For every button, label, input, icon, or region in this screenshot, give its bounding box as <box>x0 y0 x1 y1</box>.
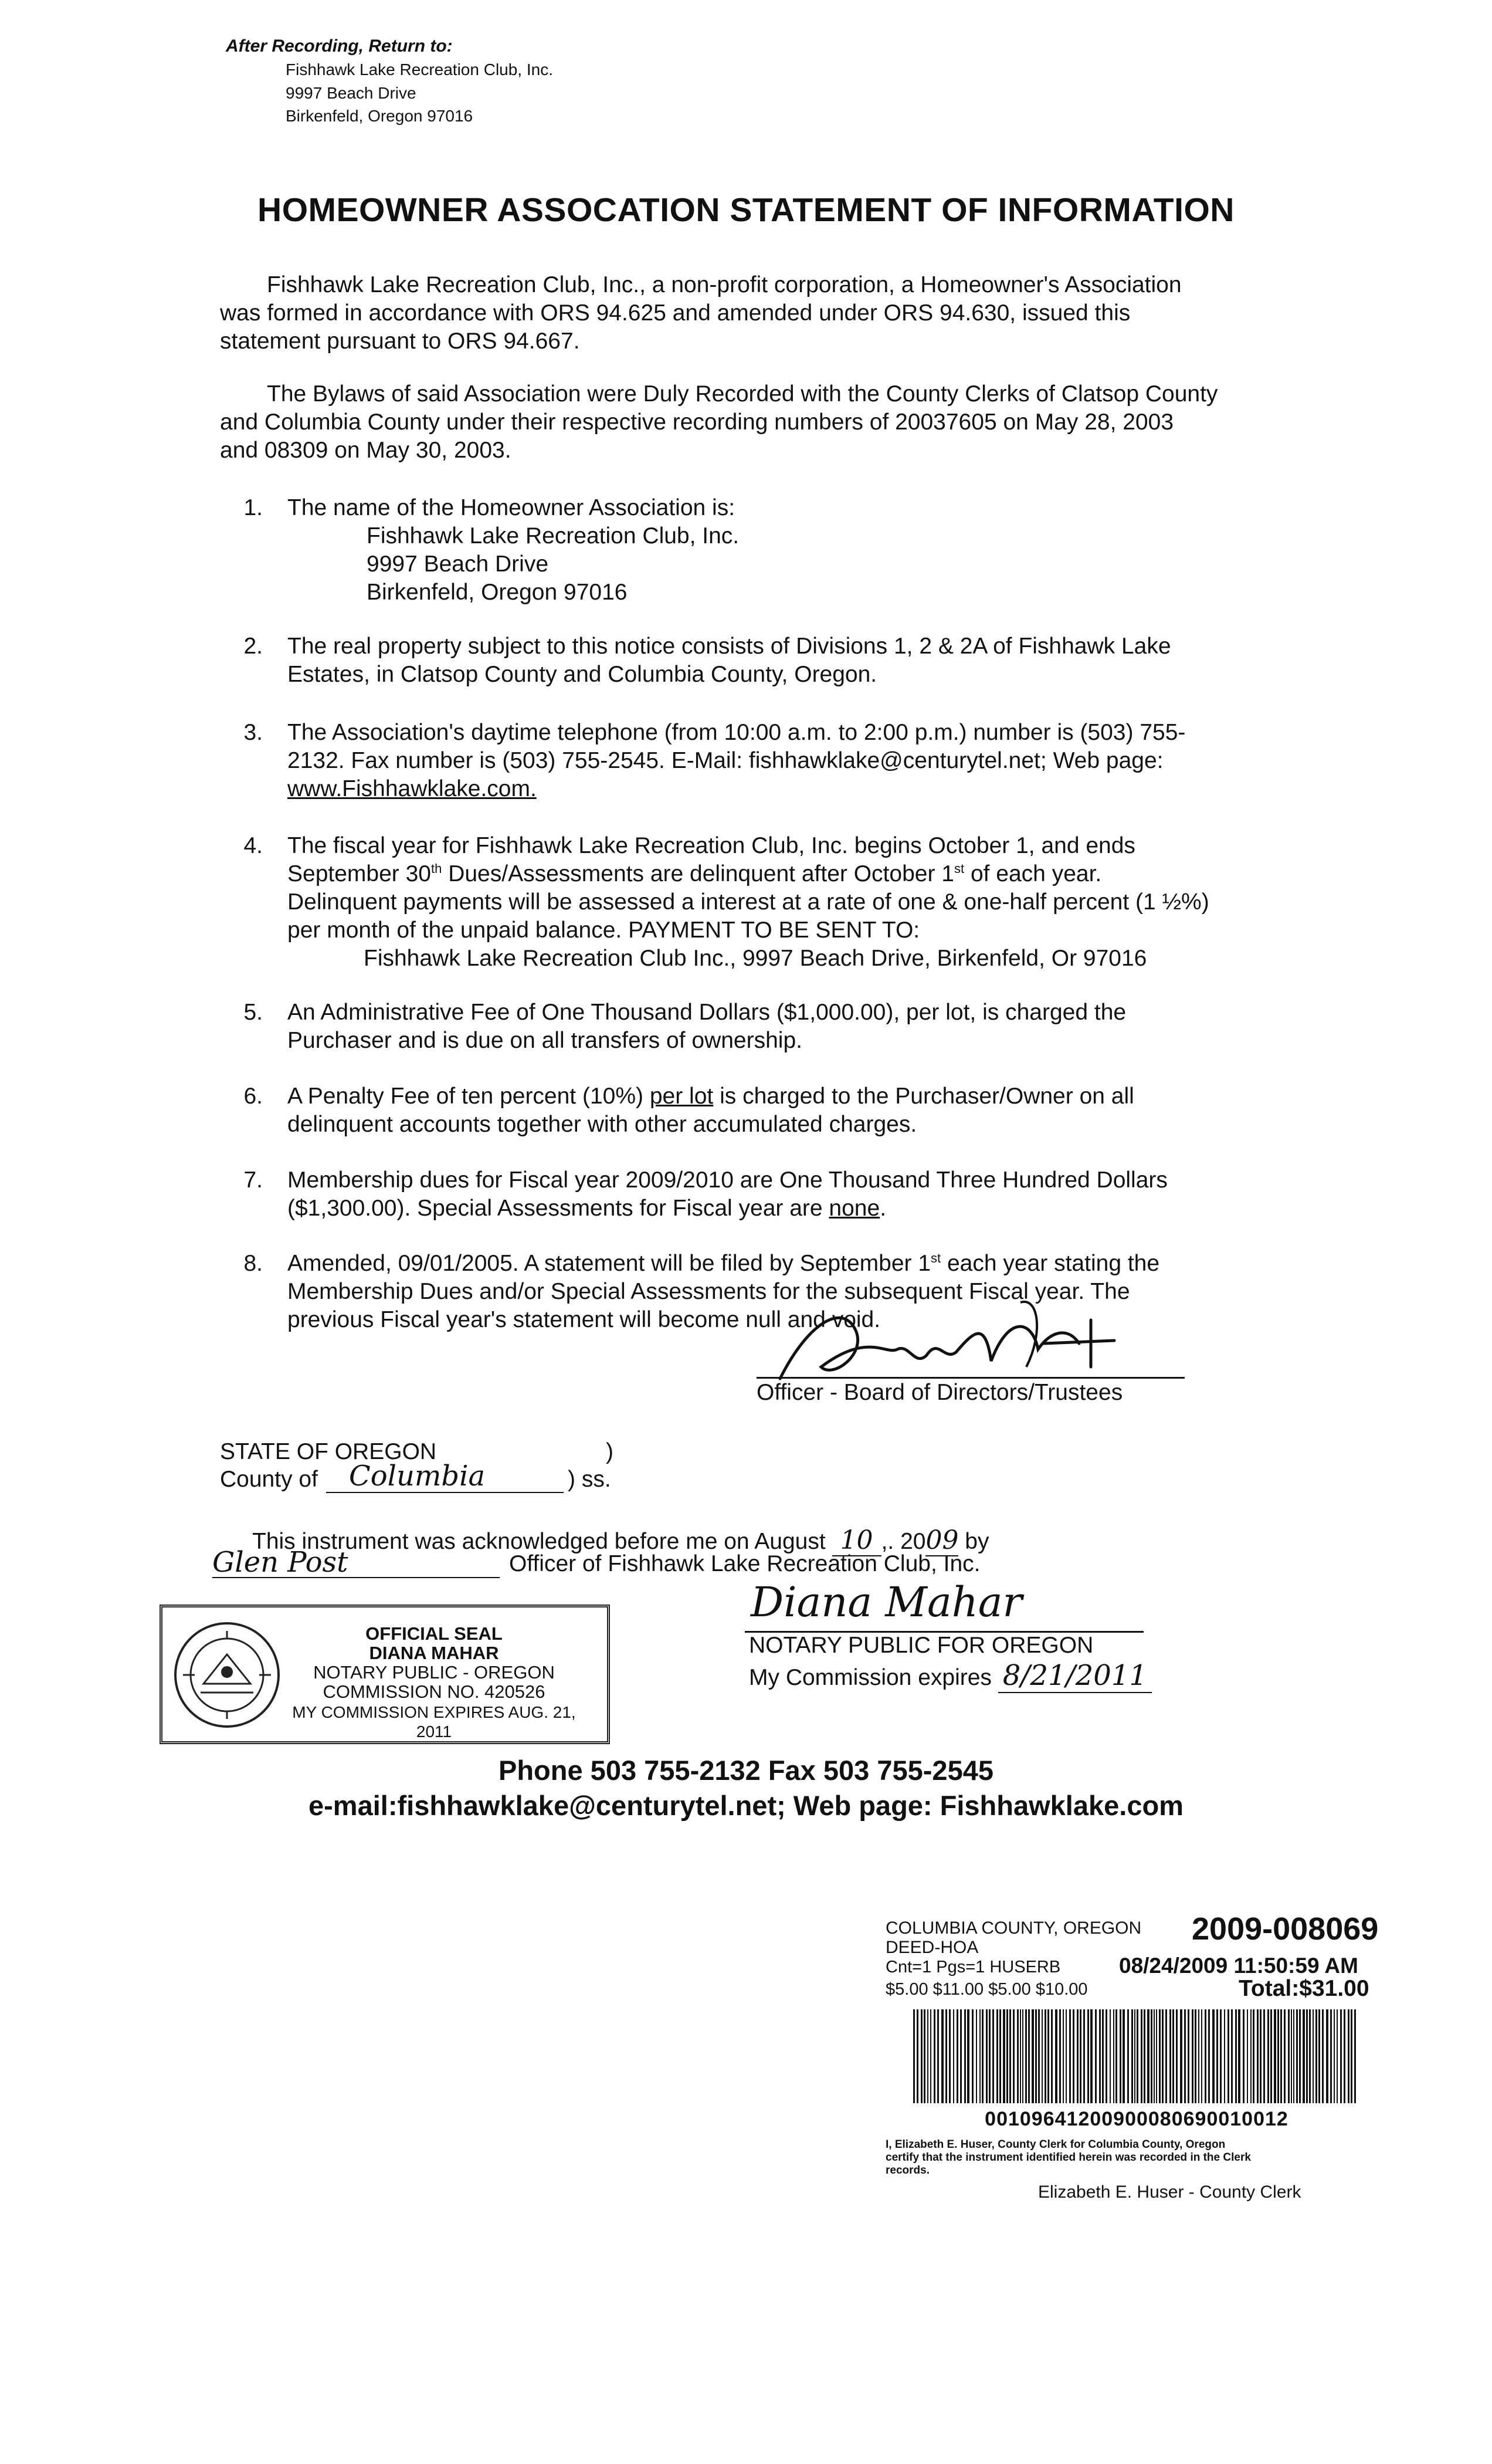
barcode-bar <box>1162 2009 1164 2103</box>
officer-caption: Officer - Board of Directors/Trustees <box>757 1380 1123 1405</box>
item-3-line: The Association's daytime telephone (from 10:00 a.m. to 2:00 p.m.) number is (503) 755- <box>287 720 1186 745</box>
item-4 <box>287 832 1267 973</box>
intro-line: statement pursuant to ORS 94.667. <box>220 329 580 354</box>
barcode-bar <box>930 2009 931 2103</box>
county-handwritten: Columbia <box>349 1460 486 1492</box>
officer-of-label: Officer of Fishhawk Lake Recreation Club, Inc. <box>509 1551 981 1576</box>
barcode-bar <box>1059 2009 1061 2103</box>
barcode-bar <box>1284 2009 1286 2103</box>
ss-label: ) ss. <box>568 1467 611 1492</box>
item-8-line: Amended, 09/01/2005. A statement will be filed by September 1st each year stating the <box>287 1251 1160 1276</box>
barcode-bar <box>1169 2009 1171 2103</box>
venue-paren: ) <box>606 1439 613 1464</box>
clerk-name: Elizabeth E. Huser - County Clerk <box>1038 2182 1301 2202</box>
barcode-bar <box>945 2009 947 2103</box>
barcode-bar <box>1147 2009 1149 2103</box>
barcode-bar <box>992 2009 994 2103</box>
barcode-bar <box>1192 2009 1193 2103</box>
barcode-bar <box>1055 2009 1057 2103</box>
barcode-bar <box>1159 2009 1161 2103</box>
barcode-bar <box>1069 2009 1071 2103</box>
barcode-bar <box>1309 2009 1311 2103</box>
barcode-bar <box>1032 2009 1034 2103</box>
barcode-bar <box>1106 2009 1107 2103</box>
barcode-bar <box>957 2009 958 2103</box>
barcode-bar <box>1028 2009 1030 2103</box>
return-to-line: 9997 Beach Drive <box>286 84 416 102</box>
barcode-bar <box>1047 2009 1049 2103</box>
barcode-bar <box>1238 2009 1240 2103</box>
barcode-icon <box>911 2009 1362 2106</box>
barcode-bar <box>1080 2009 1081 2103</box>
item-4-line: per month of the unpaid balance. PAYMENT TO BE SENT TO: <box>287 918 920 943</box>
barcode-bar <box>1291 2009 1292 2103</box>
seal-line: DIANA MAHAR <box>369 1643 499 1663</box>
barcode-bar <box>1330 2009 1332 2103</box>
barcode-bar <box>1227 2009 1229 2103</box>
barcode-bar <box>1318 2009 1320 2103</box>
barcode-bar <box>1348 2009 1349 2103</box>
barcode-bar <box>1260 2009 1262 2103</box>
item-6-line: A Penalty Fee of ten percent (10%) per lot is charged to the Purchaser/Owner on all <box>287 1084 1134 1109</box>
intro-line: and 08309 on May 30, 2003. <box>220 438 511 463</box>
barcode-bar <box>979 2009 981 2103</box>
barcode-bar <box>1077 2009 1079 2103</box>
barcode-bar <box>1022 2009 1023 2103</box>
state-label: STATE OF OREGON <box>220 1439 437 1464</box>
item-6-line: delinquent accounts together with other accumulated charges. <box>287 1112 917 1137</box>
barcode-bar <box>1042 2009 1043 2103</box>
acknowledgement-line: This instrument was acknowledged before me on August 10 ,. 2009 by <box>252 1525 989 1555</box>
barcode-bar <box>1326 2009 1328 2103</box>
barcode-bar <box>924 2009 925 2103</box>
item-1 <box>287 494 1267 607</box>
barcode-bar <box>1102 2009 1104 2103</box>
item-4-line: Delinquent payments will be assessed a interest at a rate of one & one-half percent (1 ½%) <box>287 889 1209 915</box>
item-2-line: Estates, in Clatsop County and Columbia County, Oregon. <box>287 662 877 687</box>
barcode-number: 00109641200900080690010012 <box>985 2108 1288 2130</box>
seal-line: NOTARY PUBLIC - OREGON <box>313 1662 555 1683</box>
barcode-bar <box>989 2009 991 2103</box>
notary-signature: Diana Mahar <box>751 1578 1022 1626</box>
barcode-bar <box>913 2009 915 2103</box>
barcode-bar <box>1144 2009 1145 2103</box>
barcode-bar <box>1337 2009 1338 2103</box>
item-7-line: Membership dues for Fiscal year 2009/2010 are One Thousand Three Hundred Dollars <box>287 1167 1168 1193</box>
barcode-bar <box>1025 2009 1027 2103</box>
ack-year: 09 <box>925 1525 959 1555</box>
barcode-bar <box>1315 2009 1317 2103</box>
recording-county: COLUMBIA COUNTY, OREGON <box>886 1918 1142 1938</box>
intro-line: The Bylaws of said Association were Duly Recorded with the County Clerks of Clatsop County <box>267 381 1218 407</box>
barcode-bar <box>917 2009 918 2103</box>
barcode-bar <box>1235 2009 1237 2103</box>
intro-line: was formed in accordance with ORS 94.625 and amended under ORS 94.630, issued this <box>220 300 1131 326</box>
item-2 <box>287 632 1267 689</box>
item-number: 1. <box>243 495 263 520</box>
notary-public-label: NOTARY PUBLIC FOR OREGON <box>749 1633 1094 1658</box>
intro-line: and Columbia County under their respective recording numbers of 20037605 on May 28, 2003 <box>220 409 1174 435</box>
item-5-line: An Administrative Fee of One Thousand Dollars ($1,000.00), per lot, is charged the <box>287 1000 1127 1025</box>
barcode-bar <box>1216 2009 1218 2103</box>
seal-line: COMMISSION NO. 420526 <box>323 1681 545 1702</box>
barcode-bar <box>1274 2009 1276 2103</box>
association-name: Fishhawk Lake Recreation Club, Inc. <box>367 523 740 549</box>
barcode-bar <box>1172 2009 1174 2103</box>
item-number: 8. <box>243 1251 263 1276</box>
barcode-bar <box>1208 2009 1210 2103</box>
barcode-bar <box>986 2009 988 2103</box>
barcode-bar <box>1087 2009 1089 2103</box>
barcode-bar <box>1035 2009 1037 2103</box>
barcode-bar <box>1250 2009 1252 2103</box>
barcode-bar <box>996 2009 998 2103</box>
barcode-bar <box>1205 2009 1206 2103</box>
barcode-bar <box>1220 2009 1222 2103</box>
county-label: County of <box>220 1467 318 1492</box>
barcode-bar <box>1263 2009 1265 2103</box>
barcode-bar <box>1110 2009 1111 2103</box>
officer-signature-line <box>757 1377 1185 1379</box>
return-to-heading: After Recording, Return to: <box>226 36 453 56</box>
barcode-bar <box>1224 2009 1225 2103</box>
barcode-bar <box>1154 2009 1155 2103</box>
ack-day: 10 <box>832 1525 881 1556</box>
barcode-bar <box>1165 2009 1167 2103</box>
commission-date-handwritten: 8/21/2011 <box>998 1659 1152 1693</box>
recording-counts: Cnt=1 Pgs=1 HUSERB <box>886 1958 1061 1976</box>
barcode-bar <box>960 2009 962 2103</box>
barcode-bar <box>1137 2009 1138 2103</box>
barcode-bar <box>1334 2009 1335 2103</box>
barcode-bar <box>1020 2009 1021 2103</box>
recording-datetime: 08/24/2009 11:50:59 AM <box>1119 1954 1358 1978</box>
barcode-bar <box>1270 2009 1272 2103</box>
barcode-bar <box>1212 2009 1215 2103</box>
barcode-bar <box>921 2009 923 2103</box>
recording-total: Total:$31.00 <box>1239 1976 1369 2001</box>
barcode-bar <box>1306 2009 1308 2103</box>
barcode-bar <box>1113 2009 1114 2103</box>
item-1-text: The name of the Homeowner Association is: <box>287 495 735 520</box>
barcode-bar <box>1009 2009 1011 2103</box>
barcode-bar <box>1131 2009 1133 2103</box>
item-8-line: previous Fiscal year's statement will become null and void. <box>287 1307 881 1332</box>
barcode-bar <box>1120 2009 1121 2103</box>
seal-line: MY COMMISSION EXPIRES AUG. 21, 2011 <box>292 1703 576 1741</box>
phone-fax-line: Phone 503 755-2132 Fax 503 755-2545 <box>499 1755 993 1786</box>
barcode-bar <box>1195 2009 1196 2103</box>
barcode-bar <box>1299 2009 1301 2103</box>
barcode-bar <box>1243 2009 1245 2103</box>
seal-line: OFFICIAL SEAL <box>365 1623 503 1644</box>
item-7 <box>287 1166 1267 1223</box>
commission-expires: My Commission expires 8/21/2011 <box>749 1659 1152 1692</box>
item-2-line: The real property subject to this notice consists of Divisions 1, 2 & 2A of Fishhawk Lake <box>287 634 1171 659</box>
barcode-bar <box>1322 2009 1324 2103</box>
barcode-bar <box>934 2009 935 2103</box>
barcode-bar <box>967 2009 969 2103</box>
item-number: 3. <box>243 720 263 745</box>
intro-line: Fishhawk Lake Recreation Club, Inc., a non-profit corporation, a Homeowner's Association <box>267 272 1182 297</box>
item-number: 5. <box>243 1000 263 1025</box>
barcode-bar <box>1083 2009 1085 2103</box>
barcode-bar <box>1051 2009 1053 2103</box>
barcode-bar <box>1123 2009 1125 2103</box>
recording-fees: $5.00 $11.00 $5.00 $10.00 <box>886 1980 1088 1999</box>
barcode-bar <box>1344 2009 1345 2103</box>
barcode-bar <box>1013 2009 1015 2103</box>
barcode-bar <box>1038 2009 1040 2103</box>
barcode-bar <box>1127 2009 1129 2103</box>
barcode-bar <box>1277 2009 1279 2103</box>
barcode-bar <box>953 2009 954 2103</box>
barcode-bar <box>1247 2009 1248 2103</box>
item-number: 2. <box>243 634 263 659</box>
association-street: 9997 Beach Drive <box>367 551 549 577</box>
barcode-bar <box>1257 2009 1259 2103</box>
intro-paragraph-1 <box>220 271 1281 356</box>
barcode-bar <box>1115 2009 1117 2103</box>
recording-type: DEED-HOA <box>886 1938 979 1957</box>
barcode-bar <box>937 2009 939 2103</box>
county-blank-line <box>326 1492 564 1493</box>
item-6 <box>287 1082 1267 1139</box>
item-3-line: 2132. Fax number is (503) 755-2545. E-Mail: fishhawklake@centurytel.net; Web page: <box>287 748 1164 773</box>
oregon-seal-icon <box>171 1619 283 1731</box>
officer-name-handwritten: Glen Post <box>212 1546 348 1579</box>
barcode-bar <box>1141 2009 1142 2103</box>
barcode-bar <box>1184 2009 1186 2103</box>
item-8-line: Membership Dues and/or Special Assessments for the subsequent Fiscal year. The <box>287 1279 1130 1304</box>
barcode-bar <box>1090 2009 1093 2103</box>
officer-name-blank-line <box>212 1577 500 1578</box>
return-to-line: Fishhawk Lake Recreation Club, Inc. <box>286 60 553 79</box>
barcode-bar <box>1198 2009 1199 2103</box>
barcode-bar <box>1073 2009 1074 2103</box>
item-4-line: September 30th Dues/Assessments are delinquent after October 1st of each year. <box>287 861 1102 886</box>
barcode-bar <box>1340 2009 1342 2103</box>
barcode-bar <box>1156 2009 1157 2103</box>
barcode-bar <box>1267 2009 1269 2103</box>
barcode-bar <box>1045 2009 1046 2103</box>
return-to-line: Birkenfeld, Oregon 97016 <box>286 107 473 125</box>
barcode-bar <box>1288 2009 1290 2103</box>
item-4-line: The fiscal year for Fishhawk Lake Recreation Club, Inc. begins October 1, and ends <box>287 833 1135 858</box>
barcode-bar <box>976 2009 977 2103</box>
item-5 <box>287 999 1267 1055</box>
recording-number: 2009-008069 <box>1192 1911 1379 1947</box>
barcode-bar <box>1095 2009 1097 2103</box>
item-number: 6. <box>243 1084 263 1109</box>
item-3 <box>287 719 1267 803</box>
barcode-bar <box>1201 2009 1202 2103</box>
barcode-bar <box>1313 2009 1314 2103</box>
barcode-bar <box>1176 2009 1178 2103</box>
barcode-bar <box>1151 2009 1152 2103</box>
barcode-bar <box>1188 2009 1189 2103</box>
barcode-bar <box>972 2009 974 2103</box>
barcode-bar <box>1017 2009 1019 2103</box>
barcode-bar <box>1231 2009 1233 2103</box>
clerk-certification: I, Elizabeth E. Huser, County Clerk for Columbia County, Oregon certify that the instrument identified herein was recorded in the Clerk records. <box>886 2138 1251 2177</box>
barcode-bar <box>1296 2009 1298 2103</box>
barcode-bar <box>1003 2009 1005 2103</box>
barcode-bar <box>1293 2009 1294 2103</box>
document-title: HOMEOWNER ASSOCATION STATEMENT OF INFORMATION <box>257 191 1235 229</box>
website-link[interactable]: www.Fishhawklake.com. <box>287 776 537 801</box>
barcode-bar <box>1066 2009 1067 2103</box>
barcode-bar <box>1253 2009 1254 2103</box>
barcode-bar <box>1099 2009 1101 2103</box>
barcode-bar <box>1280 2009 1282 2103</box>
barcode-bar <box>999 2009 1001 2103</box>
barcode-bar <box>982 2009 984 2103</box>
barcode-bar <box>1351 2009 1352 2103</box>
item-5-line: Purchaser and is due on all transfers of ownership. <box>287 1028 802 1053</box>
barcode-bar <box>1006 2009 1008 2103</box>
email-web-line: e-mail:fishhawklake@centurytel.net; Web page: Fishhawklake.com <box>308 1790 1184 1821</box>
barcode-bar <box>949 2009 951 2103</box>
payment-address: Fishhawk Lake Recreation Club Inc., 9997 Beach Drive, Birkenfeld, Or 97016 <box>364 946 1147 971</box>
intro-paragraph-2 <box>220 380 1281 465</box>
barcode-bar <box>1063 2009 1064 2103</box>
item-7-line: ($1,300.00). Special Assessments for Fiscal year are none. <box>287 1196 887 1221</box>
association-city: Birkenfeld, Oregon 97016 <box>367 580 628 605</box>
item-number: 7. <box>243 1167 263 1193</box>
barcode-bar <box>1134 2009 1135 2103</box>
barcode-bar <box>927 2009 928 2103</box>
barcode-bar <box>1354 2009 1356 2103</box>
barcode-bar <box>964 2009 966 2103</box>
barcode-bar <box>1303 2009 1305 2103</box>
barcode-bar <box>941 2009 944 2103</box>
item-number: 4. <box>243 833 263 858</box>
barcode-bar <box>1180 2009 1182 2103</box>
